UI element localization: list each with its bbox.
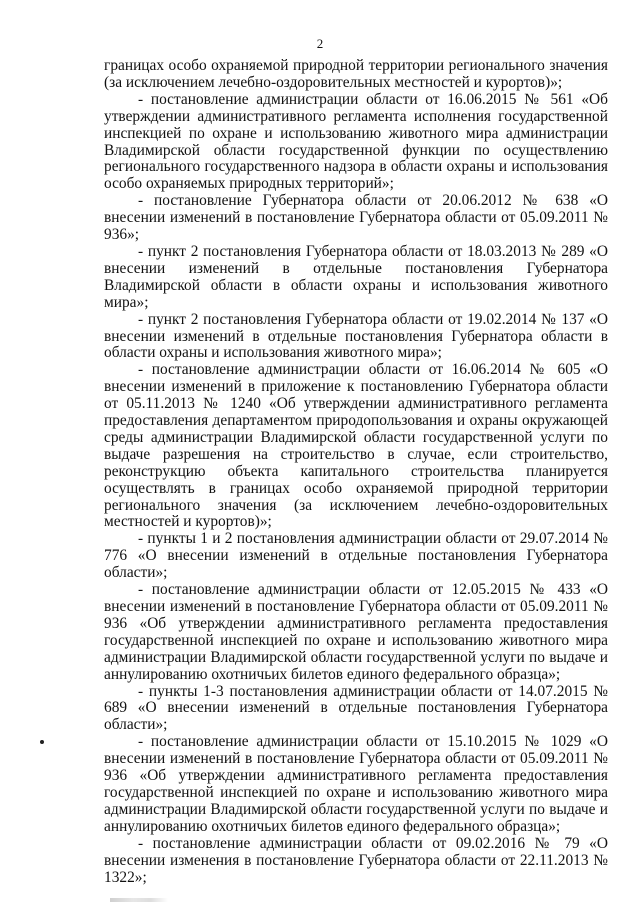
paragraph: - пункт 2 постановления Губернатора области от 18.03.2013 № 289 «О внесении изменений в отдельные постановления Губернатора Владимирской области в области охраны и использования животного мира»; (104, 242, 608, 311)
paragraph: границах особо охраняемой природной территории регионального значения (за исключением лечебно-оздоровительных местностей и курортов)»; (104, 57, 608, 91)
paragraph: - постановление Губернатора области от 20.06.2012 № 638 «О внесении изменений в постановление Губернатора области от 05.09.2011 № 936»; (104, 192, 608, 244)
scan-footer-smudge (110, 898, 168, 902)
page-number: 2 (316, 36, 324, 51)
paragraph: - постановление администрации области от 16.06.2014 № 605 «О внесении изменений в приложение к постановлению Губернатора области от 05.11.2013 № 1240 «Об утверждении административного регламента предоставления департаментом природопользования и охраны окружающей среды администрации Владимирской области государственной услуги по выдаче разрешения на строительство в случае, если строительство, реконструкцию объекта капитального строительства планируется осуществлять в границах особо охраняемой природной территории регионального значения (за исключением лечебно-оздоровительных местностей и курортов)»; (104, 361, 608, 531)
paragraph: - пункты 1 и 2 постановления администрации области от 29.07.2014 № 776 «О внесении изменений в отдельные постановления Губернатора области»; (104, 530, 608, 582)
paragraph: - постановление администрации области от 16.06.2015 № 561 «Об утверждении административного регламента исполнения государственной инспекцией по охране и использованию животного мира администрации Владимирской области государственной функции по осуществлению регионального государственного надзора в области охраны и использования особо охраняемых природных территорий»; (104, 90, 608, 193)
paragraph: - пункт 2 постановления Губернатора области от 19.02.2014 № 137 «О внесении изменений в отдельные постановления Губернатора области в области охраны и использования животного мира»; (104, 310, 608, 362)
document-body (104, 58, 608, 886)
paragraph: - постановление администрации области от 09.02.2016 № 79 «О внесении изменения в постановление Губернатора области от 22.11.2013 № 1322»; (104, 834, 608, 886)
paragraph: - постановление администрации области от 12.05.2015 № 433 «О внесении изменений в постановление Губернатора области от 05.09.2011 № 936 «Об утверждении административного регламента предоставления государственной инспекцией по охране и использованию животного мира администрации Владимирской области государственной услуги по выдаче и аннулированию охотничьих билетов единого федерального образца»; (104, 581, 608, 683)
paragraph: - пункты 1-3 постановления администрации области от 14.07.2015 № 689 «О внесении изменений в отдельные постановления Губернатора области»; (104, 682, 608, 734)
paragraph: - постановление администрации области от 15.10.2015 № 1029 «О внесении изменений в постановление Губернатора области от 05.09.2011 № 936 «Об утверждении административного регламента предоставления государственной инспекцией по охране и использованию животного мира администрации Владимирской области государственной услуги по выдаче и аннулированию охотничьих билетов единого федерального образца»; (104, 733, 608, 835)
scan-dot (40, 740, 44, 744)
